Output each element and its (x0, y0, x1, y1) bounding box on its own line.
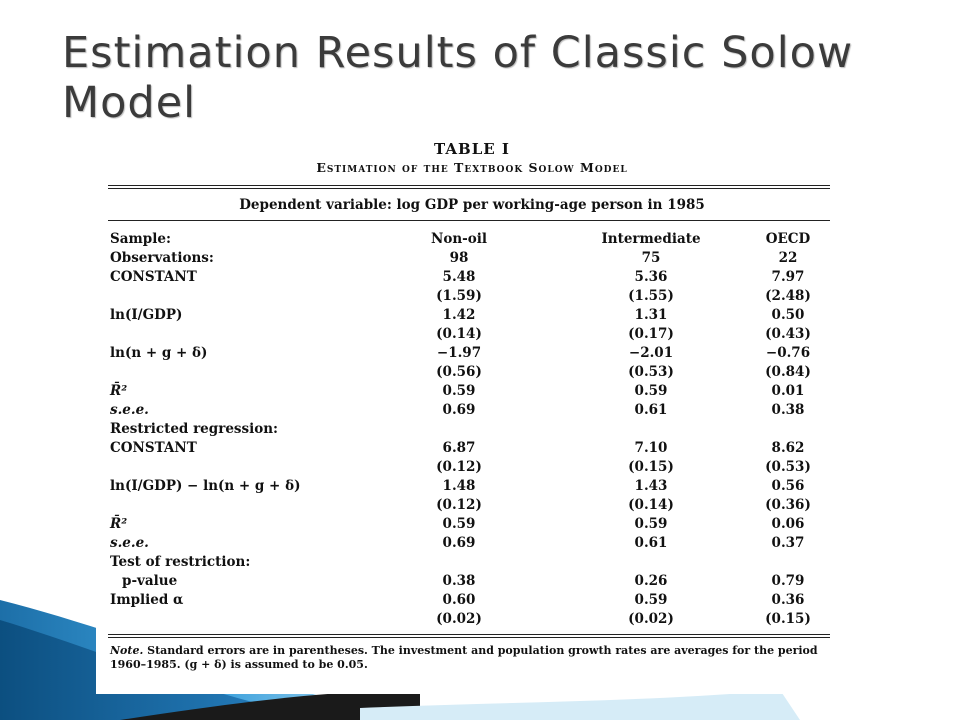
cell-intermediate: 5.36 (634, 269, 668, 285)
cell-intermediate: 75 (641, 250, 661, 266)
cell-intermediate: 0.61 (634, 535, 668, 551)
cell-intermediate: 1.43 (634, 478, 668, 494)
cell-non-oil: 98 (449, 250, 469, 266)
table-row (96, 287, 848, 306)
cell-oecd: 8.62 (771, 440, 805, 456)
cell-intermediate: (1.55) (628, 288, 674, 304)
cell-oecd: (0.36) (765, 497, 811, 513)
row-label: Implied α (110, 592, 184, 608)
cell-oecd: 0.56 (771, 478, 805, 494)
table-row (96, 458, 848, 477)
row-label: ln(n + g + δ) (110, 345, 208, 361)
row-label: CONSTANT (110, 440, 197, 456)
cell-non-oil: −1.97 (436, 345, 482, 361)
cell-oecd: 0.01 (771, 383, 805, 399)
row-label: ln(I/GDP) (110, 307, 183, 323)
rule-bottom-2 (108, 637, 830, 638)
cell-non-oil: (0.14) (436, 326, 482, 342)
dependent-variable: Dependent variable: log GDP per working-age person in 1985 (239, 197, 705, 213)
cell-intermediate: (0.15) (628, 459, 674, 475)
table-row (96, 268, 848, 287)
table-row (96, 439, 848, 458)
cell-intermediate: (0.17) (628, 326, 674, 342)
row-label: Restricted regression: (110, 421, 279, 437)
cell-oecd: 0.79 (771, 573, 805, 589)
cell-intermediate: (0.53) (628, 364, 674, 380)
cell-non-oil: (0.12) (436, 497, 482, 513)
cell-oecd: (2.48) (765, 288, 811, 304)
table-subtitle: Estimation of the Textbook Solow Model (316, 160, 628, 175)
row-label: R̄² (110, 516, 128, 532)
cell-non-oil: (0.12) (436, 459, 482, 475)
table-row (96, 401, 848, 420)
cell-non-oil: 0.69 (442, 535, 476, 551)
cell-intermediate: 0.61 (634, 402, 668, 418)
cell-oecd: (0.43) (765, 326, 811, 342)
cell-non-oil: 0.38 (442, 573, 476, 589)
header-oecd: OECD (765, 231, 811, 247)
cell-oecd: 0.37 (771, 535, 805, 551)
table-row (96, 515, 848, 534)
table-row (96, 420, 848, 439)
table-row (96, 382, 848, 401)
cell-intermediate: 1.31 (634, 307, 668, 323)
cell-intermediate: 0.59 (634, 516, 668, 532)
table-row (96, 306, 848, 325)
table-row (96, 363, 848, 382)
table-caption: TABLE I (434, 140, 510, 158)
cell-oecd: 7.97 (771, 269, 805, 285)
cell-non-oil: (1.59) (436, 288, 482, 304)
row-label: p-value (122, 573, 178, 589)
row-label: s.e.e. (110, 402, 149, 418)
row-label: s.e.e. (110, 535, 149, 551)
table-row (96, 591, 848, 610)
cell-non-oil: 6.87 (442, 440, 476, 456)
cell-intermediate: 0.59 (634, 383, 668, 399)
cell-oecd: 0.06 (771, 516, 805, 532)
header-sample: Sample: (110, 231, 171, 247)
cell-oecd: (0.15) (765, 611, 811, 627)
row-label: CONSTANT (110, 269, 197, 285)
rule-top-2 (108, 188, 830, 189)
rule-bottom-1 (108, 634, 830, 635)
cell-oecd: 22 (778, 250, 798, 266)
header-non-oil: Non-oil (430, 231, 488, 247)
row-label: Test of restriction: (110, 554, 251, 570)
table-row (96, 534, 848, 553)
cell-intermediate: 7.10 (634, 440, 668, 456)
note-text: Standard errors are in parentheses. The investment and population growth rates are averages for the period 1960–1985. (g + δ) is assumed to be 0.05. (110, 644, 818, 671)
table-note (110, 644, 832, 672)
cell-intermediate: −2.01 (628, 345, 674, 361)
cell-intermediate: 0.59 (634, 592, 668, 608)
header-intermediate: Intermediate (601, 231, 701, 247)
cell-oecd: (0.53) (765, 459, 811, 475)
rule-top-1 (108, 185, 830, 186)
cell-oecd: 0.50 (771, 307, 805, 323)
solow-results-table (96, 136, 848, 694)
row-label: R̄² (110, 383, 128, 399)
cell-oecd: 0.36 (771, 592, 805, 608)
cell-non-oil: (0.56) (436, 364, 482, 380)
row-label: ln(I/GDP) − ln(n + g + δ) (110, 478, 301, 494)
cell-non-oil: 0.59 (442, 516, 476, 532)
slide-title: Estimation Results of Classic Solow Model (62, 28, 854, 128)
cell-intermediate: 0.26 (634, 573, 668, 589)
cell-non-oil: 5.48 (442, 269, 476, 285)
cell-intermediate: (0.14) (628, 497, 674, 513)
cell-non-oil: 1.42 (442, 307, 476, 323)
table-row (96, 325, 848, 344)
table-header-row (96, 230, 848, 249)
cell-non-oil: 0.59 (442, 383, 476, 399)
row-label: Observations: (110, 250, 214, 266)
table-row (96, 477, 848, 496)
cell-oecd: (0.84) (765, 364, 811, 380)
cell-non-oil: 0.60 (442, 592, 476, 608)
cell-non-oil: 0.69 (442, 402, 476, 418)
table-row (96, 249, 848, 268)
table-row (96, 610, 848, 629)
cell-oecd: −0.76 (765, 345, 811, 361)
table-row (96, 553, 848, 572)
table-row (96, 496, 848, 515)
cell-non-oil: 1.48 (442, 478, 476, 494)
table-row (96, 344, 848, 363)
cell-intermediate: (0.02) (628, 611, 674, 627)
cell-oecd: 0.38 (771, 402, 805, 418)
rule-under-depvar (108, 220, 830, 221)
table-row (96, 572, 848, 591)
cell-non-oil: (0.02) (436, 611, 482, 627)
note-label: Note. (110, 644, 144, 657)
